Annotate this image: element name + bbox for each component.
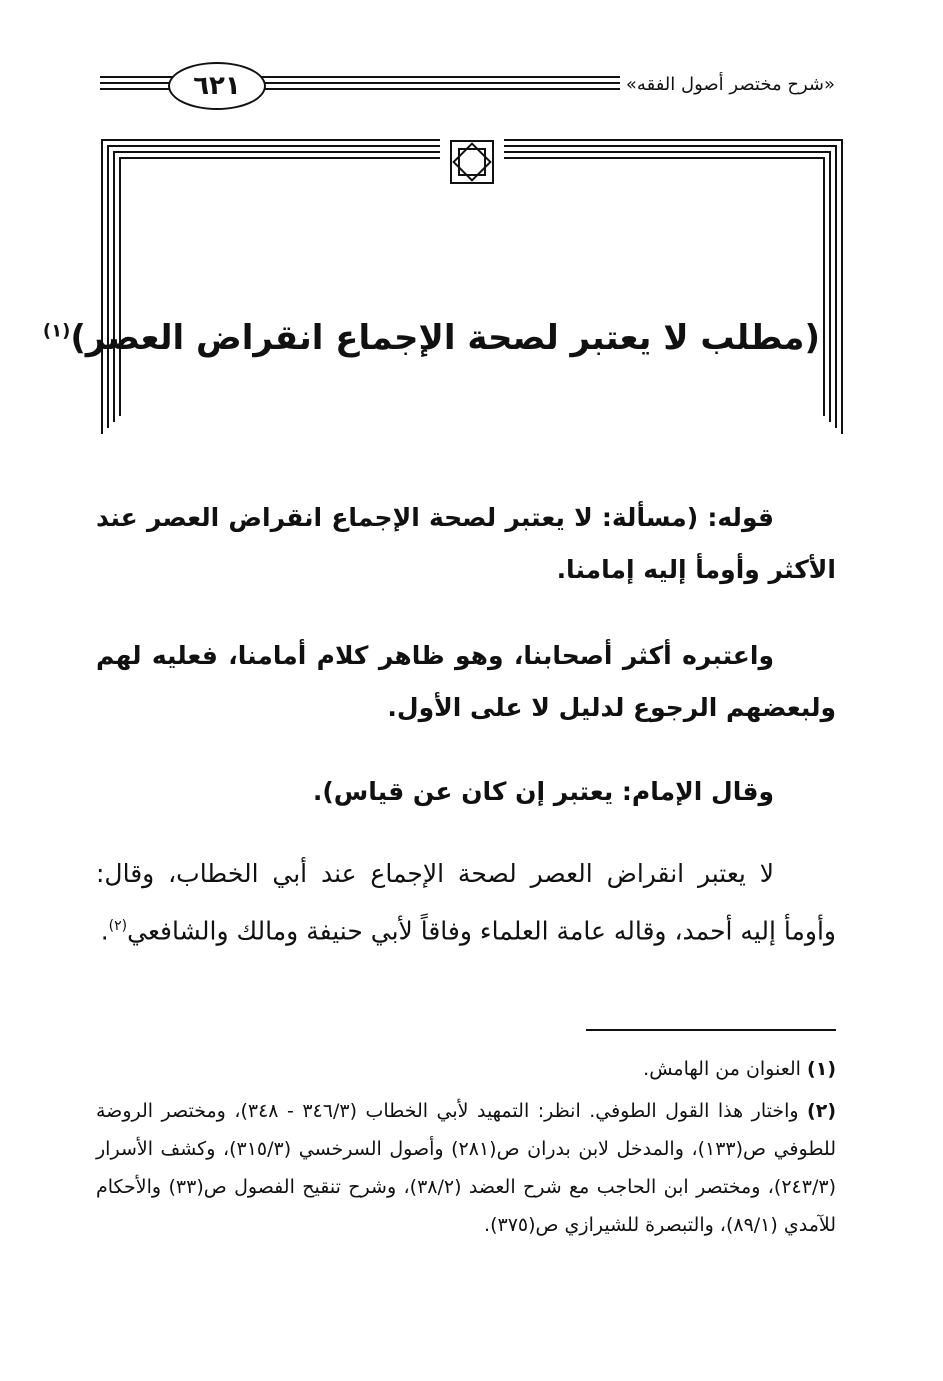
footnote-text: العنوان من الهامش. [643, 1058, 801, 1080]
footnote-number: (١) [807, 1058, 836, 1080]
eight-point-star-ornament-icon [447, 137, 497, 187]
title-footnote-marker: (١) [42, 320, 71, 342]
page-number: ٦٢١ [168, 62, 266, 110]
footnote-number: (٢) [807, 1100, 837, 1122]
footnote-marker: (٢) [108, 918, 128, 934]
running-title: «شرح مختصر أصول الفقه» [620, 74, 841, 95]
footnote-separator [586, 1029, 836, 1031]
footnote-2 [96, 1092, 836, 1244]
footnote-1 [96, 1050, 836, 1088]
paragraph-2: واعتبره أكثر أصحابنا، وهو ظاهر كلام أمامنا، فعليه لهم ولبعضهم الرجوع لدليل لا على الأول. [96, 641, 836, 722]
footnote-text: واختار هذا القول الطوفي. انظر: التمهيد لأبي الخطاب (٣٤٦/٣ - ٣٤٨)، ومختصر الروضة للطوفي ص(١٣٣)، والمدخل لابن بدران ص(٢٨١) وأصول السرخسي (٣١٥/٣)، وكشف الأسرار (٢٤٣/٣)، ومختصر ابن الحاجب مع شرح العضد (٣٨/٢)، وشرح تنقيح الفصول ص(٣٣) والأحكام للآمدي (٨٩/١)، والتبصرة للشيرازي ص(٣٧٥). [96, 1100, 836, 1236]
section-title: (مطلب لا يعتبر لصحة الإجماع انقراض العصر)$^{(١)}$ [42, 318, 820, 358]
paragraph-3: وقال الإمام: يعتبر إن كان عن قياس). [312, 777, 774, 806]
paragraph-4: لا يعتبر انقراض العصر لصحة الإجماع عند أبي الخطاب، وقال: وأومأ إليه أحمد، وقاله عامة العلماء وفاقاً لأبي حنيفة ومالك والشافعي$^{(٢)}$. [96, 859, 836, 946]
paragraph-1: قوله: (مسألة: لا يعتبر لصحة الإجماع انقراض العصر عند الأكثر وأومأ إليه إمامنا. [96, 503, 836, 584]
